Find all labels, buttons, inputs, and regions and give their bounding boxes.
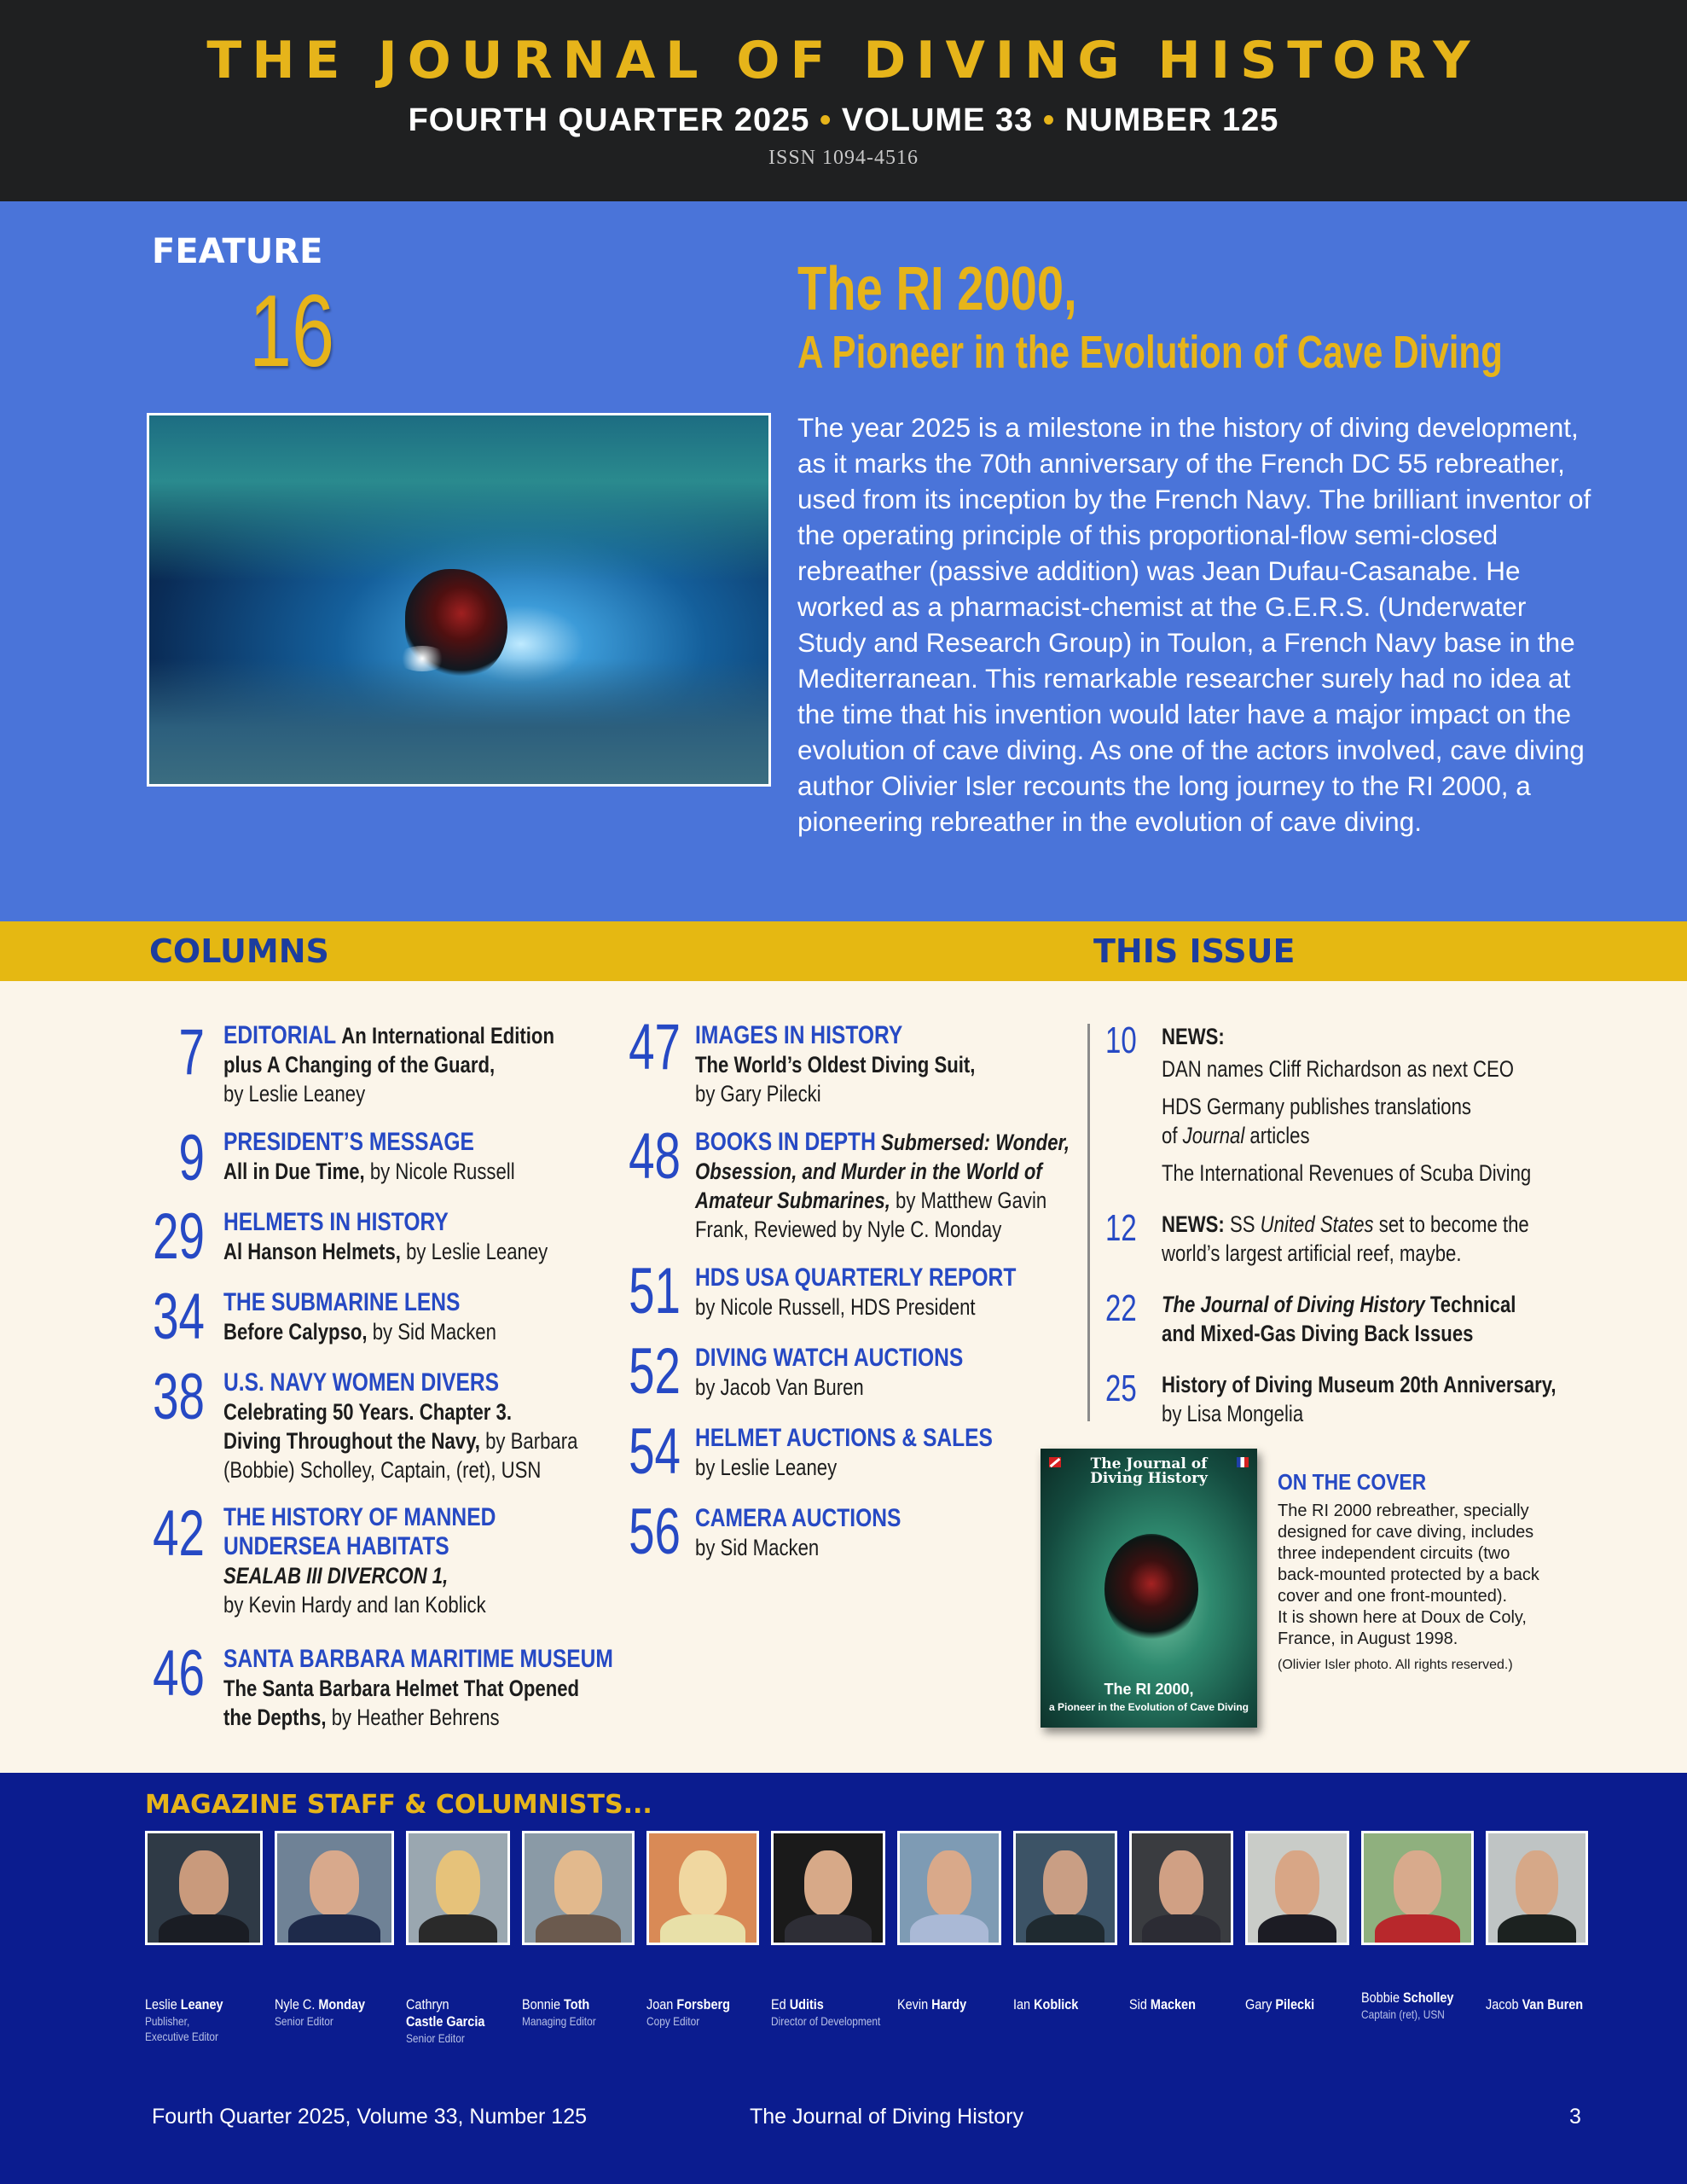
- column-heading: BOOKS IN DEPTH: [695, 1128, 876, 1156]
- feature-section: [0, 201, 1687, 921]
- staff-portrait: [897, 1831, 1001, 1945]
- column-entry-undersea-habitats[interactable]: THE HISTORY OF MANNED UNDERSEA HABITATS SEALAB III DIVERCON 1, by Kevin Hardy and Ian Koblick: [223, 1503, 496, 1618]
- footer-journal-name: The Journal of Diving History: [750, 2105, 1023, 2129]
- column-entry-presidents-message[interactable]: PRESIDENT’S MESSAGE All in Due Time, by Nicole Russell: [223, 1128, 515, 1184]
- issue-entry-news[interactable]: NEWS: DAN names Cliff Richardson as next CEO HDS Germany publishes translations of Journal articles The International Revenues of Scuba Diving: [1162, 1024, 1532, 1186]
- column-entry-submarine-lens[interactable]: THE SUBMARINE LENS Before Calypso, by Sid Macken: [223, 1288, 496, 1345]
- staff-name: Cathryn Castle Garcia Senior Editor: [406, 1996, 485, 2045]
- column-heading: HELMETS IN HISTORY: [223, 1208, 449, 1236]
- issue-entry-museum-anniversary[interactable]: History of Diving Museum 20th Anniversary, by Lisa Mongelia: [1162, 1372, 1557, 1426]
- footer-page-number: 3: [1569, 2105, 1581, 2129]
- journal-title: THE JOURNAL OF DIVING HISTORY: [206, 31, 1481, 90]
- issue-number: NUMBER 125: [1064, 102, 1279, 138]
- column-page-number: 52: [629, 1335, 681, 1408]
- column-heading: HDS USA QUARTERLY REPORT: [695, 1263, 1017, 1292]
- issue-quarter: FOURTH QUARTER 2025: [408, 102, 810, 138]
- issue-entry-ss-united-states[interactable]: NEWS: SS United States set to become the world’s largest artificial reef, maybe.: [1162, 1211, 1529, 1266]
- staff-portrait: [275, 1831, 394, 1945]
- column-heading: IMAGES IN HISTORY: [695, 1021, 903, 1049]
- column-page-number: 42: [153, 1497, 205, 1570]
- column-entry-camera-auctions[interactable]: CAMERA AUCTIONS by Sid Macken: [695, 1504, 901, 1560]
- staff-name: Leslie Leaney Publisher, Executive Editor: [145, 1996, 223, 2043]
- issue-line: [0, 102, 1687, 139]
- feature-subtitle: A Pioneer in the Evolution of Cave Diving: [797, 327, 1503, 378]
- issue-entry-back-issues[interactable]: The Journal of Diving History Technical and Mixed-Gas Diving Back Issues: [1162, 1292, 1516, 1346]
- issn: ISSN 1094-4516: [768, 147, 919, 169]
- issue-separator: •: [819, 102, 832, 138]
- staff-portrait: [1486, 1831, 1588, 1945]
- cover-thumb-title: The Journal of Diving History: [1090, 1455, 1208, 1487]
- feature-page-number: 16: [249, 274, 335, 388]
- staff-portrait: [1245, 1831, 1349, 1945]
- staff-name: Ed Uditis Director of Development: [771, 1996, 881, 2028]
- column-entry-hds-quarterly-report[interactable]: HDS USA QUARTERLY REPORT by Nicole Russell, HDS President: [695, 1263, 1017, 1320]
- staff-name: Ian Koblick: [1013, 1996, 1079, 2013]
- staff-portrait: [522, 1831, 635, 1945]
- staff-name: Kevin Hardy: [897, 1996, 967, 2013]
- column-page-number: 34: [153, 1281, 205, 1353]
- staff-name: Nyle C. Monday Senior Editor: [275, 1996, 365, 2028]
- photo-credit: (Olivier Isler photo. All rights reserved.): [1278, 1658, 1513, 1672]
- staff-name: Sid Macken: [1129, 1996, 1196, 2013]
- column-entry-helmets-in-history[interactable]: HELMETS IN HISTORY Al Hanson Helmets, by Leslie Leaney: [223, 1208, 548, 1264]
- on-the-cover-caption: [1278, 1469, 1568, 1676]
- cover-thumbnail[interactable]: [1041, 1449, 1257, 1728]
- feature-title: The RI 2000,: [797, 255, 1077, 323]
- issue-page-number: 22: [1105, 1287, 1137, 1329]
- column-heading: THE HISTORY OF MANNED: [223, 1503, 496, 1531]
- column-entry-helmet-auctions[interactable]: HELMET AUCTIONS & SALES by Leslie Leaney: [695, 1424, 993, 1480]
- column-heading: UNDERSEA HABITATS: [223, 1532, 449, 1560]
- column-page-number: 38: [153, 1361, 205, 1433]
- cover-thumb-caption-subtitle: a Pioneer in the Evolution of Cave Diving: [1048, 1701, 1249, 1713]
- column-entry-navy-women-divers[interactable]: U.S. NAVY WOMEN DIVERS Celebrating 50 Years. Chapter 3. Diving Throughout the Navy, by Barbara (Bobbie) Scholley, Captain, (ret), USN: [223, 1368, 578, 1483]
- staff-name: Jacob Van Buren: [1486, 1996, 1584, 2013]
- feature-label: FEATURE: [152, 232, 323, 271]
- staff-heading: MAGAZINE STAFF & COLUMNISTS...: [145, 1790, 652, 1820]
- issue-separator: •: [1042, 102, 1056, 138]
- feature-photo-cave-diver: [147, 413, 771, 787]
- column-page-number: 46: [153, 1637, 205, 1710]
- column-page-number: 47: [629, 1011, 681, 1083]
- column-page-number: 7: [178, 1016, 205, 1089]
- staff-portrait: [771, 1831, 885, 1945]
- issue-volume: VOLUME 33: [841, 102, 1034, 138]
- feature-body: The year 2025 is a milestone in the history of diving development, as it marks the 70th anniversary of the French DC 55 rebreather, used from its inception by the French Navy. The brilliant inventor of the operating principle of this proportional-flow semi-closed rebreather (passive addition) was Jean Dufau-Casanabe. He worked as a pharmacist-chemist at the G.E.R.S. (Underwater Study and Research Group) in Toulon, a French Navy base in the Mediterranean. This remarkable researcher surely had no idea at the time that his invention would later have a major impact on the evolution of cave diving. As one of the actors involved, cave diving author Olivier Isler recounts the long journey to the RI 2000, a pioneering rebreather in the evolution of cave diving.: [797, 412, 1591, 837]
- column-entry-editorial[interactable]: EDITORIAL An International Edition plus A Changing of the Guard, by Leslie Leaney: [223, 1021, 554, 1107]
- staff-name: Joan Forsberg Copy Editor: [646, 1996, 731, 2028]
- this-issue-divider: [1087, 1024, 1090, 1421]
- staff-portrait: [406, 1831, 510, 1945]
- column-entry-santa-barbara-museum[interactable]: SANTA BARBARA MARITIME MUSEUM The Santa Barbara Helmet That Opened the Depths, by Heather Behrens: [223, 1645, 613, 1730]
- column-heading: CAMERA AUCTIONS: [695, 1504, 901, 1532]
- on-the-cover-text: The RI 2000 rebreather, specially designed for cave diving, includes three independent circuits (two back-mounted protected by a back cover and one front-mounted). It is shown here at Doux de Coly, France, in August 1998.: [1278, 1502, 1539, 1648]
- masthead: [0, 0, 1687, 201]
- on-the-cover-heading: ON THE COVER: [1278, 1469, 1427, 1495]
- column-entry-books-in-depth[interactable]: BOOKS IN DEPTH Submersed: Wonder, Obsession, and Murder in the World of Amateur Submarines, by Matthew Gavin Frank, Reviewed by Nyle C. Monday: [695, 1128, 1070, 1242]
- issue-page-number: 25: [1105, 1368, 1137, 1409]
- staff-portrait: [145, 1831, 263, 1945]
- cover-thumb-caption-title: The RI 2000,: [1104, 1681, 1194, 1698]
- column-heading: EDITORIAL: [223, 1021, 337, 1049]
- column-heading: U.S. NAVY WOMEN DIVERS: [223, 1368, 500, 1397]
- column-heading: THE SUBMARINE LENS: [223, 1288, 461, 1316]
- staff-portrait: [646, 1831, 759, 1945]
- column-entry-diving-watch-auctions[interactable]: DIVING WATCH AUCTIONS by Jacob Van Buren: [695, 1344, 964, 1400]
- section-band: [0, 921, 1687, 981]
- issue-page-number: 10: [1105, 1019, 1137, 1061]
- staff-portrait: [1361, 1831, 1474, 1945]
- column-entry-images-in-history[interactable]: IMAGES IN HISTORY The World’s Oldest Diving Suit, by Gary Pilecki: [695, 1021, 976, 1107]
- footer-issue-info: Fourth Quarter 2025, Volume 33, Number 125: [152, 2105, 588, 2129]
- this-issue-heading: THIS ISSUE: [1093, 932, 1296, 970]
- column-heading: SANTA BARBARA MARITIME MUSEUM: [223, 1645, 613, 1673]
- issue-page-number: 12: [1105, 1207, 1137, 1249]
- staff-name: Bonnie Toth Managing Editor: [522, 1996, 596, 2028]
- staff-portrait: [1129, 1831, 1233, 1945]
- staff-portrait: [1013, 1831, 1117, 1945]
- staff-name: Gary Pilecki: [1245, 1996, 1315, 2013]
- column-heading: PRESIDENT’S MESSAGE: [223, 1128, 474, 1156]
- cover-diver-figure: [1104, 1534, 1198, 1645]
- dive-light: [397, 646, 448, 671]
- column-page-number: 51: [629, 1255, 681, 1327]
- column-page-number: 29: [153, 1200, 205, 1273]
- cave-ceiling: [149, 415, 768, 581]
- column-page-number: 56: [629, 1496, 681, 1568]
- column-page-number: 9: [178, 1122, 205, 1194]
- staff-name: Bobbie Scholley Captain (ret), USN: [1361, 1989, 1454, 2021]
- column-heading: HELMET AUCTIONS & SALES: [695, 1424, 993, 1452]
- column-page-number: 54: [629, 1415, 681, 1488]
- column-heading: DIVING WATCH AUCTIONS: [695, 1344, 964, 1372]
- columns-heading: COLUMNS: [149, 932, 329, 970]
- column-page-number: 48: [629, 1120, 681, 1193]
